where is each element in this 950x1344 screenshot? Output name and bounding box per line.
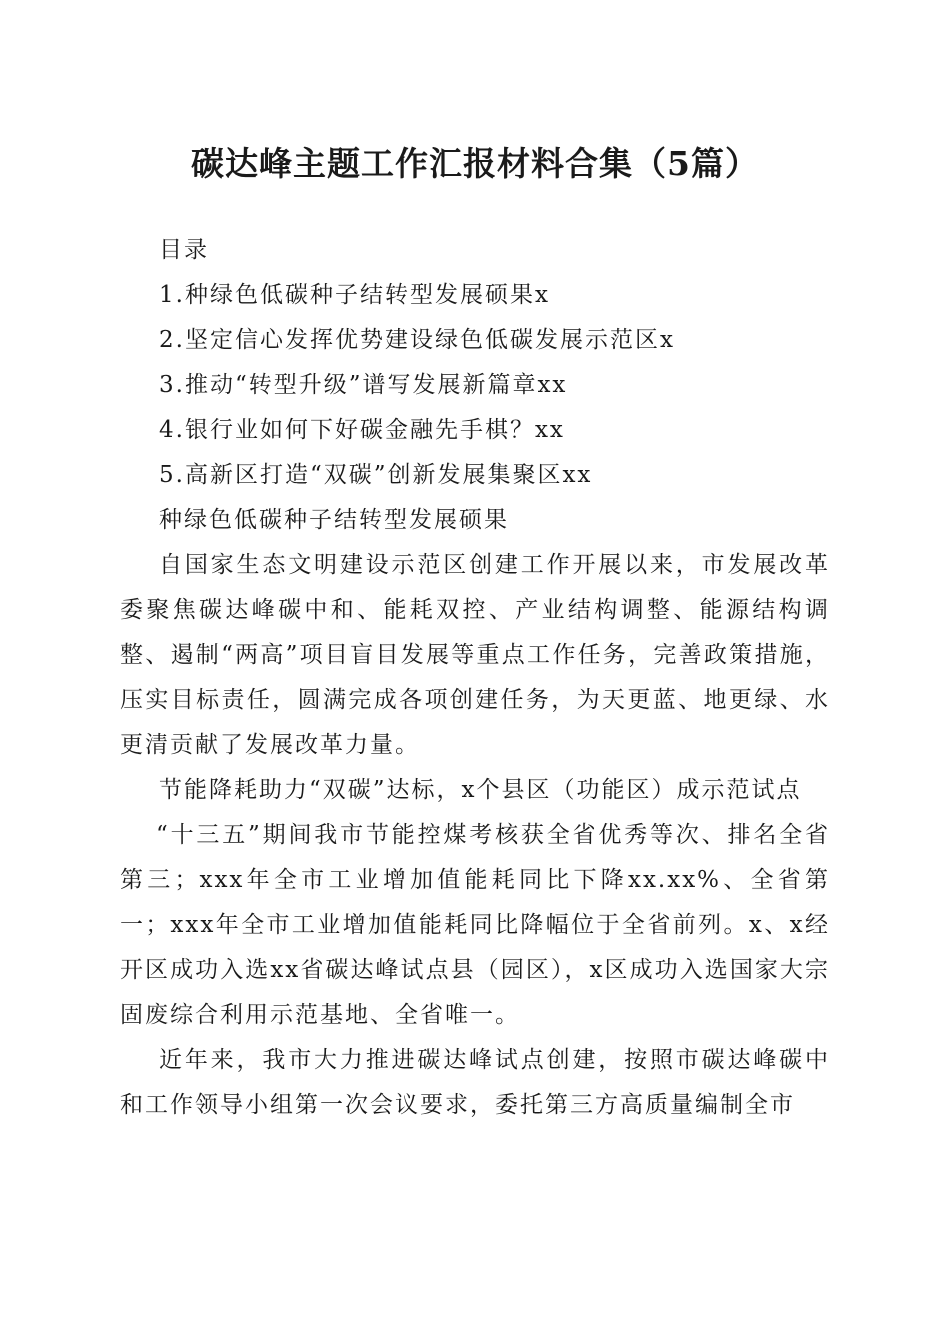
toc-item: 4.银行业如何下好碳金融先手棋？xx — [159, 417, 565, 443]
toc-item: 5.高新区打造“双碳”创新发展集聚区xx — [159, 462, 593, 488]
body-paragraph: 自国家生态文明建设示范区创建工作开展以来，市发展改革委聚焦碳达峰碳中和、能耗双控、产业结构调整、能源结构调整、遏制“两高”项目盲目发展等重点工作任务，完善政策措施，压实目标责任，圆满完成各项创建任务，为天更蓝、地更绿、水更清贡献了发展改革力量。 — [120, 552, 830, 758]
document-title: 碳达峰主题工作汇报材料合集（5篇） — [191, 144, 759, 183]
toc-item: 3.推动“转型升级”谱写发展新篇章xx — [159, 372, 568, 398]
toc-item: 2.坚定信心发挥优势建设绿色低碳发展示范区x — [159, 327, 675, 353]
article-heading: 种绿色低碳种子结转型发展硕果 — [159, 507, 509, 533]
document-body — [120, 228, 830, 1128]
body-paragraph: 近年来，我市大力推进碳达峰试点创建，按照市碳达峰碳中和工作领导小组第一次会议要求，委托第三方高质量编制全市 — [120, 1047, 830, 1118]
section-subheading: 节能降耗助力“双碳”达标，x个县区（功能区）成示范试点 — [159, 777, 802, 803]
toc-item: 1.种绿色低碳种子结转型发展硕果x — [159, 282, 550, 308]
toc-heading: 目录 — [159, 237, 209, 263]
body-paragraph: “十三五”期间我市节能控煤考核获全省优秀等次、排名全省第三；xxx年全市工业增加值能耗同比下降xx.xx%、全省第一；xxx年全市工业增加值能耗同比降幅位于全省前列。x、x经开区成功入选xx省碳达峰试点县（园区），x区成功入选国家大宗固废综合利用示范基地、全省唯一。 — [120, 822, 830, 1028]
